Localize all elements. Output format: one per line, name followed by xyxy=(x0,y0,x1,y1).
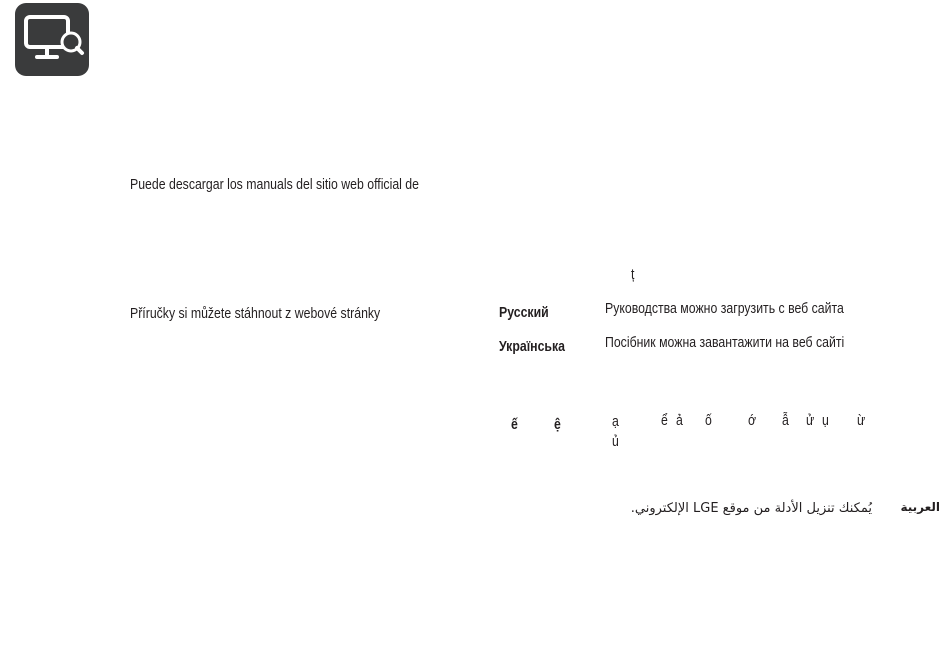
czech-download-text: Příručky si můžete stáhnout z webové stránky xyxy=(130,305,381,322)
spanish-download-text: Puede descargar los manuals del sitio web official de xyxy=(130,176,419,193)
vietnamese-glyph: ử xyxy=(806,412,815,429)
vietnamese-label-glyph-2: ệ xyxy=(554,416,561,433)
vietnamese-glyph: ụ xyxy=(822,412,829,429)
vietnamese-glyph: ẫ xyxy=(782,412,789,429)
romanian-fragment: ț xyxy=(631,266,635,283)
vietnamese-glyph: ể xyxy=(661,412,668,429)
russian-label: Русский xyxy=(499,304,549,321)
vietnamese-glyph: ừ xyxy=(857,412,866,429)
arabic-text: يُمكنك تنزيل الأدلة من موقع LGE الإلكتروني. xyxy=(630,501,872,516)
vietnamese-glyph: ố xyxy=(705,412,712,429)
vietnamese-label-glyph-1: ế xyxy=(511,416,518,433)
ukrainian-text: Посібник можна завантажити на веб сайті xyxy=(605,334,845,351)
vietnamese-glyph: ả xyxy=(676,412,683,429)
vietnamese-glyph: ạ xyxy=(612,413,619,430)
vietnamese-glyph: ớ xyxy=(748,412,757,429)
ukrainian-label: Українська xyxy=(499,338,565,355)
russian-text: Руководства можно загрузить с веб сайта xyxy=(605,300,844,317)
monitor-search-icon xyxy=(15,3,89,76)
vietnamese-glyph: ủ xyxy=(612,433,619,450)
arabic-label: العربية xyxy=(900,500,940,514)
